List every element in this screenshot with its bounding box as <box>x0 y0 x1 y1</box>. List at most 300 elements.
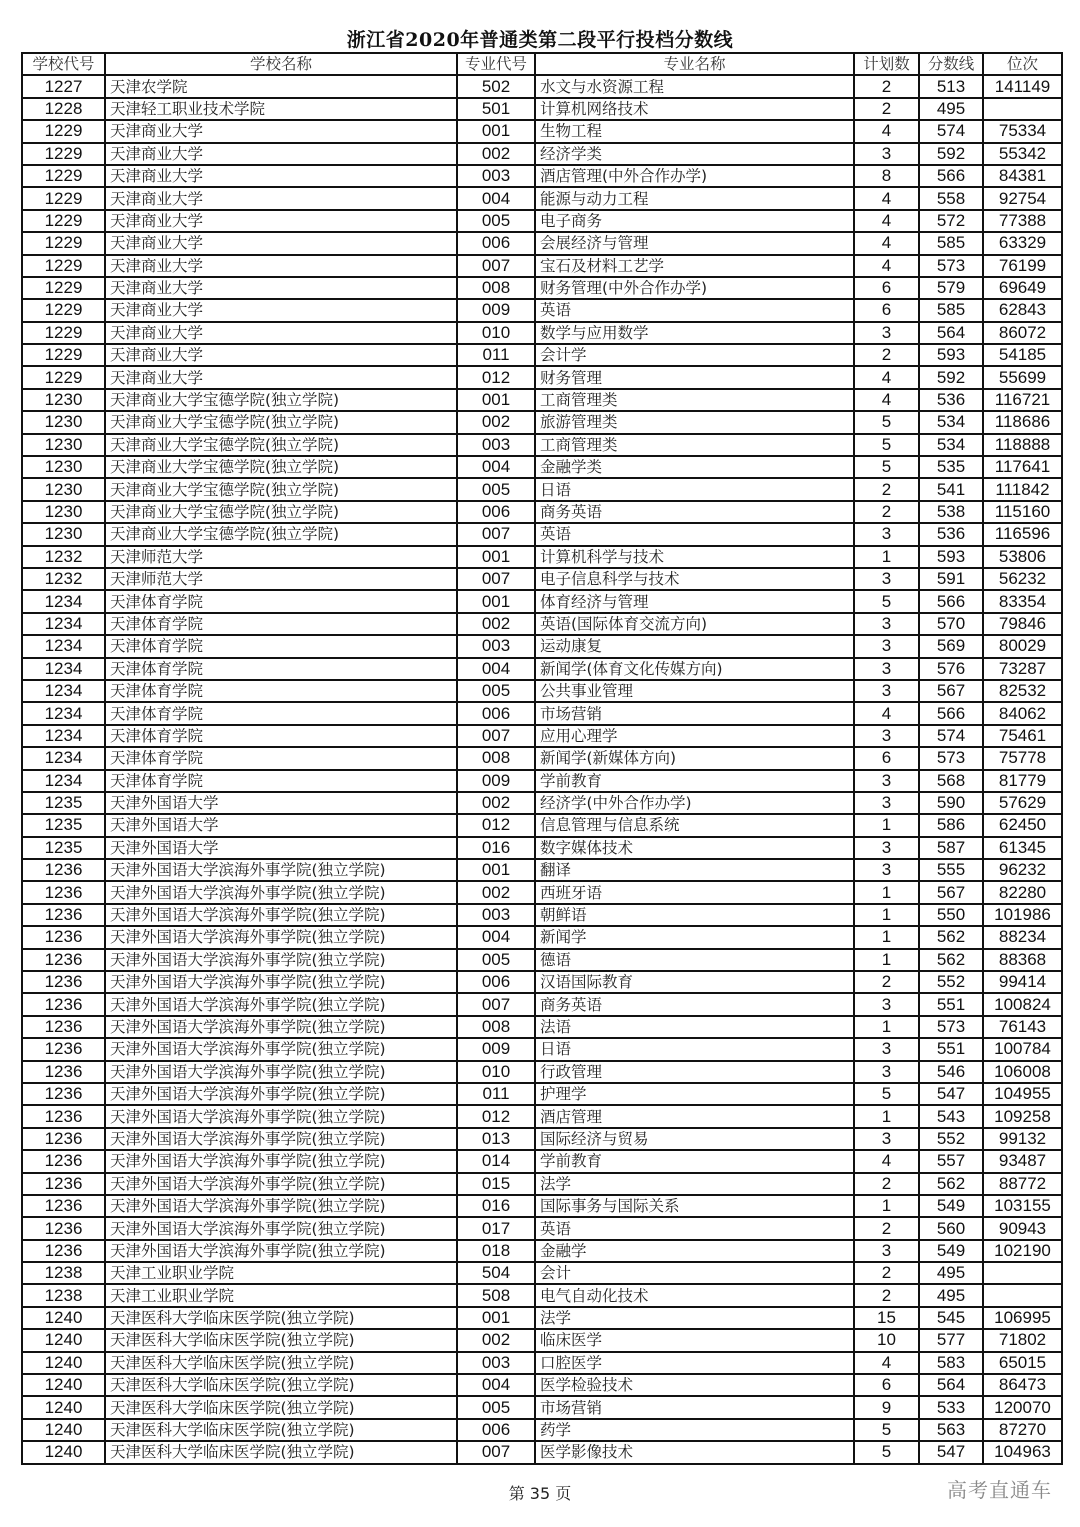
cell-school-name: 天津体育学院 <box>105 613 457 635</box>
cell-score-line: 573 <box>919 1016 983 1038</box>
table-row <box>22 232 1062 254</box>
cell-school-code: 1236 <box>22 1217 105 1239</box>
cell-major-code: 002 <box>457 792 535 814</box>
cell-score-line: 550 <box>919 904 983 926</box>
cell-school-code: 1229 <box>22 165 105 187</box>
table-row <box>22 1150 1062 1172</box>
cell-score-line: 552 <box>919 971 983 993</box>
cell-major-name: 市场营销 <box>535 702 854 724</box>
cell-rank: 115160 <box>983 501 1062 523</box>
cell-major-name: 生物工程 <box>535 120 854 142</box>
cell-plan-count: 4 <box>854 702 919 724</box>
cell-plan-count: 3 <box>854 568 919 590</box>
cell-score-line: 583 <box>919 1352 983 1374</box>
cell-major-code: 004 <box>457 658 535 680</box>
cell-rank: 82532 <box>983 680 1062 702</box>
cell-major-code: 008 <box>457 1016 535 1038</box>
cell-plan-count: 2 <box>854 75 919 97</box>
cell-rank: 84062 <box>983 702 1062 724</box>
cell-score-line: 572 <box>919 210 983 232</box>
cell-major-code: 007 <box>457 255 535 277</box>
table-row <box>22 926 1062 948</box>
cell-rank: 79846 <box>983 613 1062 635</box>
cell-school-name: 天津商业大学 <box>105 187 457 209</box>
cell-school-code: 1234 <box>22 590 105 612</box>
cell-rank: 75778 <box>983 747 1062 769</box>
cell-plan-count: 2 <box>854 971 919 993</box>
cell-major-code: 011 <box>457 1083 535 1105</box>
cell-plan-count: 1 <box>854 814 919 836</box>
cell-school-name: 天津商业大学宝德学院(独立学院) <box>105 389 457 411</box>
cell-major-code: 015 <box>457 1173 535 1195</box>
cell-rank: 75461 <box>983 725 1062 747</box>
cell-plan-count: 3 <box>854 859 919 881</box>
cell-plan-count: 3 <box>854 993 919 1015</box>
cell-school-code: 1238 <box>22 1262 105 1284</box>
cell-plan-count: 4 <box>854 1352 919 1374</box>
cell-school-code: 1235 <box>22 837 105 859</box>
cell-school-name: 天津医科大学临床医学院(独立学院) <box>105 1419 457 1441</box>
cell-school-name: 天津体育学院 <box>105 658 457 680</box>
cell-rank: 87270 <box>983 1419 1062 1441</box>
table-row <box>22 949 1062 971</box>
cell-plan-count: 9 <box>854 1396 919 1418</box>
cell-school-name: 天津商业大学宝德学院(独立学院) <box>105 434 457 456</box>
cell-rank: 83354 <box>983 590 1062 612</box>
cell-plan-count: 3 <box>854 1128 919 1150</box>
cell-score-line: 558 <box>919 187 983 209</box>
cell-rank: 88772 <box>983 1173 1062 1195</box>
table-row <box>22 98 1062 120</box>
table-row <box>22 344 1062 366</box>
cell-score-line: 585 <box>919 232 983 254</box>
cell-school-name: 天津外国语大学滨海外事学院(独立学院) <box>105 971 457 993</box>
cell-rank: 53806 <box>983 546 1062 568</box>
cell-major-name: 酒店管理(中外合作办学) <box>535 165 854 187</box>
cell-major-name: 日语 <box>535 1038 854 1060</box>
cell-school-name: 天津商业大学 <box>105 344 457 366</box>
cell-school-code: 1235 <box>22 814 105 836</box>
cell-major-name: 新闻学(新媒体方向) <box>535 747 854 769</box>
cell-school-code: 1229 <box>22 277 105 299</box>
cell-major-name: 会计学 <box>535 344 854 366</box>
cell-major-name: 能源与动力工程 <box>535 187 854 209</box>
cell-school-name: 天津外国语大学滨海外事学院(独立学院) <box>105 949 457 971</box>
cell-major-code: 006 <box>457 501 535 523</box>
cell-major-code: 005 <box>457 949 535 971</box>
cell-school-code: 1230 <box>22 389 105 411</box>
cell-school-name: 天津农学院 <box>105 75 457 97</box>
cell-school-name: 天津体育学院 <box>105 747 457 769</box>
cell-rank: 104955 <box>983 1083 1062 1105</box>
table-row <box>22 210 1062 232</box>
cell-school-name: 天津商业大学 <box>105 366 457 388</box>
cell-rank: 90943 <box>983 1217 1062 1239</box>
cell-school-name: 天津体育学院 <box>105 725 457 747</box>
table-row <box>22 1083 1062 1105</box>
cell-school-code: 1229 <box>22 322 105 344</box>
cell-rank: 102190 <box>983 1240 1062 1262</box>
cell-plan-count: 1 <box>854 546 919 568</box>
cell-plan-count: 3 <box>854 613 919 635</box>
table-row <box>22 792 1062 814</box>
cell-rank: 76143 <box>983 1016 1062 1038</box>
table-row <box>22 165 1062 187</box>
table-row <box>22 434 1062 456</box>
cell-school-name: 天津外国语大学滨海外事学院(独立学院) <box>105 1105 457 1127</box>
table-row <box>22 1038 1062 1060</box>
table-row <box>22 993 1062 1015</box>
cell-school-code: 1230 <box>22 411 105 433</box>
cell-major-name: 新闻学 <box>535 926 854 948</box>
cell-school-name: 天津外国语大学 <box>105 792 457 814</box>
cell-school-name: 天津医科大学临床医学院(独立学院) <box>105 1396 457 1418</box>
cell-major-code: 508 <box>457 1284 535 1306</box>
cell-score-line: 555 <box>919 859 983 881</box>
cell-score-line: 495 <box>919 98 983 120</box>
cell-school-code: 1236 <box>22 1061 105 1083</box>
cell-major-name: 酒店管理 <box>535 1105 854 1127</box>
cell-plan-count: 4 <box>854 232 919 254</box>
cell-major-name: 金融学 <box>535 1240 854 1262</box>
cell-school-code: 1236 <box>22 859 105 881</box>
table-row <box>22 120 1062 142</box>
table-row <box>22 366 1062 388</box>
cell-rank: 73287 <box>983 658 1062 680</box>
cell-score-line: 513 <box>919 75 983 97</box>
cell-plan-count: 5 <box>854 590 919 612</box>
cell-score-line: 495 <box>919 1284 983 1306</box>
cell-score-line: 541 <box>919 478 983 500</box>
cell-school-name: 天津商业大学宝德学院(独立学院) <box>105 478 457 500</box>
cell-score-line: 567 <box>919 881 983 903</box>
cell-school-code: 1236 <box>22 1173 105 1195</box>
cell-major-name: 电气自动化技术 <box>535 1284 854 1306</box>
header-school-code: 学校代号 <box>22 53 105 75</box>
cell-major-code: 005 <box>457 210 535 232</box>
cell-school-name: 天津外国语大学滨海外事学院(独立学院) <box>105 993 457 1015</box>
cell-major-code: 006 <box>457 971 535 993</box>
table-row <box>22 747 1062 769</box>
cell-major-code: 018 <box>457 1240 535 1262</box>
cell-school-code: 1236 <box>22 1016 105 1038</box>
cell-plan-count: 1 <box>854 1195 919 1217</box>
cell-major-code: 002 <box>457 1329 535 1351</box>
cell-school-name: 天津外国语大学滨海外事学院(独立学院) <box>105 1150 457 1172</box>
table-row <box>22 523 1062 545</box>
cell-score-line: 543 <box>919 1105 983 1127</box>
cell-plan-count: 4 <box>854 210 919 232</box>
cell-plan-count: 4 <box>854 255 919 277</box>
table-row <box>22 75 1062 97</box>
cell-major-code: 005 <box>457 478 535 500</box>
cell-major-name: 汉语国际教育 <box>535 971 854 993</box>
cell-plan-count: 2 <box>854 1284 919 1306</box>
cell-rank: 103155 <box>983 1195 1062 1217</box>
table-row <box>22 859 1062 881</box>
cell-major-code: 006 <box>457 232 535 254</box>
cell-score-line: 549 <box>919 1195 983 1217</box>
cell-plan-count: 6 <box>854 277 919 299</box>
cell-school-code: 1236 <box>22 971 105 993</box>
cell-plan-count: 1 <box>854 926 919 948</box>
cell-rank: 80029 <box>983 635 1062 657</box>
cell-score-line: 564 <box>919 322 983 344</box>
cell-score-line: 534 <box>919 411 983 433</box>
cell-major-code: 012 <box>457 366 535 388</box>
cell-score-line: 534 <box>919 434 983 456</box>
cell-school-name: 天津体育学院 <box>105 770 457 792</box>
cell-school-name: 天津商业大学 <box>105 143 457 165</box>
cell-score-line: 547 <box>919 1083 983 1105</box>
cell-school-name: 天津医科大学临床医学院(独立学院) <box>105 1307 457 1329</box>
cell-major-name: 德语 <box>535 949 854 971</box>
cell-major-name: 运动康复 <box>535 635 854 657</box>
cell-major-name: 临床医学 <box>535 1329 854 1351</box>
cell-major-code: 008 <box>457 277 535 299</box>
cell-school-code: 1234 <box>22 658 105 680</box>
cell-plan-count: 5 <box>854 411 919 433</box>
cell-school-name: 天津商业大学 <box>105 299 457 321</box>
table-row <box>22 1419 1062 1441</box>
cell-school-name: 天津外国语大学滨海外事学院(独立学院) <box>105 904 457 926</box>
cell-score-line: 570 <box>919 613 983 635</box>
cell-school-name: 天津医科大学临床医学院(独立学院) <box>105 1329 457 1351</box>
table-row <box>22 814 1062 836</box>
cell-school-name: 天津外国语大学滨海外事学院(独立学院) <box>105 1217 457 1239</box>
cell-major-name: 体育经济与管理 <box>535 590 854 612</box>
cell-rank: 63329 <box>983 232 1062 254</box>
table-row <box>22 187 1062 209</box>
cell-score-line: 538 <box>919 501 983 523</box>
cell-rank: 86072 <box>983 322 1062 344</box>
cell-rank: 56232 <box>983 568 1062 590</box>
header-score-line: 分数线 <box>919 53 983 75</box>
cell-score-line: 573 <box>919 747 983 769</box>
cell-plan-count: 1 <box>854 1105 919 1127</box>
cell-major-name: 数字媒体技术 <box>535 837 854 859</box>
cell-major-name: 水文与水资源工程 <box>535 75 854 97</box>
table-row <box>22 478 1062 500</box>
cell-plan-count: 4 <box>854 120 919 142</box>
cell-major-name: 翻译 <box>535 859 854 881</box>
cell-rank: 61345 <box>983 837 1062 859</box>
cell-major-code: 502 <box>457 75 535 97</box>
cell-school-code: 1229 <box>22 344 105 366</box>
cell-plan-count: 3 <box>854 143 919 165</box>
cell-major-code: 004 <box>457 456 535 478</box>
cell-rank: 116596 <box>983 523 1062 545</box>
cell-major-code: 001 <box>457 859 535 881</box>
cell-plan-count: 5 <box>854 434 919 456</box>
cell-major-code: 007 <box>457 568 535 590</box>
cell-major-code: 003 <box>457 1352 535 1374</box>
cell-major-name: 学前教育 <box>535 770 854 792</box>
cell-school-name: 天津外国语大学滨海外事学院(独立学院) <box>105 1195 457 1217</box>
cell-school-name: 天津外国语大学滨海外事学院(独立学院) <box>105 1240 457 1262</box>
cell-major-code: 006 <box>457 1419 535 1441</box>
cell-school-code: 1236 <box>22 1128 105 1150</box>
cell-rank: 76199 <box>983 255 1062 277</box>
cell-score-line: 564 <box>919 1374 983 1396</box>
table-row <box>22 1352 1062 1374</box>
cell-school-name: 天津商业大学宝德学院(独立学院) <box>105 501 457 523</box>
table-row <box>22 837 1062 859</box>
cell-school-code: 1229 <box>22 232 105 254</box>
cell-major-name: 应用心理学 <box>535 725 854 747</box>
cell-school-code: 1227 <box>22 75 105 97</box>
cell-rank: 104963 <box>983 1441 1062 1463</box>
cell-score-line: 562 <box>919 949 983 971</box>
cell-major-name: 法学 <box>535 1307 854 1329</box>
cell-school-code: 1236 <box>22 1038 105 1060</box>
cell-rank: 88234 <box>983 926 1062 948</box>
table-row <box>22 1195 1062 1217</box>
cell-major-name: 口腔医学 <box>535 1352 854 1374</box>
cell-major-code: 005 <box>457 680 535 702</box>
cell-score-line: 592 <box>919 143 983 165</box>
score-table <box>21 52 1063 1465</box>
cell-plan-count: 2 <box>854 1173 919 1195</box>
cell-score-line: 536 <box>919 523 983 545</box>
cell-school-name: 天津商业大学 <box>105 255 457 277</box>
cell-school-name: 天津医科大学临床医学院(独立学院) <box>105 1441 457 1463</box>
cell-rank: 62450 <box>983 814 1062 836</box>
cell-school-name: 天津体育学院 <box>105 590 457 612</box>
cell-rank <box>983 1284 1062 1306</box>
cell-rank: 86473 <box>983 1374 1062 1396</box>
cell-score-line: 546 <box>919 1061 983 1083</box>
cell-plan-count: 3 <box>854 725 919 747</box>
cell-school-name: 天津体育学院 <box>105 702 457 724</box>
cell-rank: 82280 <box>983 881 1062 903</box>
cell-plan-count: 1 <box>854 1016 919 1038</box>
cell-major-name: 财务管理 <box>535 366 854 388</box>
cell-school-code: 1232 <box>22 546 105 568</box>
cell-plan-count: 10 <box>854 1329 919 1351</box>
table-row <box>22 1307 1062 1329</box>
cell-school-code: 1238 <box>22 1284 105 1306</box>
cell-plan-count: 3 <box>854 1038 919 1060</box>
cell-school-name: 天津外国语大学滨海外事学院(独立学院) <box>105 1038 457 1060</box>
cell-rank: 57629 <box>983 792 1062 814</box>
cell-school-name: 天津医科大学临床医学院(独立学院) <box>105 1374 457 1396</box>
cell-major-code: 009 <box>457 299 535 321</box>
table-header-row <box>22 53 1062 75</box>
cell-school-code: 1240 <box>22 1352 105 1374</box>
cell-major-name: 工商管理类 <box>535 434 854 456</box>
cell-major-code: 007 <box>457 993 535 1015</box>
cell-major-code: 004 <box>457 1374 535 1396</box>
table-row <box>22 411 1062 433</box>
cell-plan-count: 2 <box>854 344 919 366</box>
cell-major-code: 010 <box>457 1061 535 1083</box>
cell-rank: 55342 <box>983 143 1062 165</box>
cell-rank: 77388 <box>983 210 1062 232</box>
cell-major-name: 学前教育 <box>535 1150 854 1172</box>
cell-score-line: 560 <box>919 1217 983 1239</box>
cell-major-code: 009 <box>457 1038 535 1060</box>
cell-score-line: 573 <box>919 255 983 277</box>
cell-rank: 100824 <box>983 993 1062 1015</box>
cell-major-name: 经济学(中外合作办学) <box>535 792 854 814</box>
cell-major-code: 001 <box>457 590 535 612</box>
cell-major-name: 护理学 <box>535 1083 854 1105</box>
page-number: 第 35 页 <box>508 1484 572 1503</box>
cell-major-name: 计算机网络技术 <box>535 98 854 120</box>
cell-score-line: 567 <box>919 680 983 702</box>
cell-major-code: 006 <box>457 702 535 724</box>
cell-plan-count: 5 <box>854 1441 919 1463</box>
header-major-code: 专业代号 <box>457 53 535 75</box>
cell-major-code: 010 <box>457 322 535 344</box>
cell-rank: 93487 <box>983 1150 1062 1172</box>
table-row <box>22 389 1062 411</box>
cell-score-line: 551 <box>919 993 983 1015</box>
cell-major-code: 002 <box>457 881 535 903</box>
cell-major-code: 003 <box>457 904 535 926</box>
cell-score-line: 593 <box>919 546 983 568</box>
cell-score-line: 549 <box>919 1240 983 1262</box>
cell-major-code: 001 <box>457 546 535 568</box>
cell-score-line: 593 <box>919 344 983 366</box>
table-row <box>22 702 1062 724</box>
table-row <box>22 546 1062 568</box>
cell-rank: 84381 <box>983 165 1062 187</box>
cell-plan-count: 3 <box>854 770 919 792</box>
page-title: 浙江省2020年普通类第二段平行投档分数线 <box>346 29 734 51</box>
cell-plan-count: 4 <box>854 389 919 411</box>
cell-school-name: 天津商业大学 <box>105 165 457 187</box>
cell-rank: 75334 <box>983 120 1062 142</box>
cell-plan-count: 4 <box>854 366 919 388</box>
cell-school-name: 天津轻工职业技术学院 <box>105 98 457 120</box>
table-row <box>22 658 1062 680</box>
cell-major-code: 007 <box>457 1441 535 1463</box>
cell-school-code: 1236 <box>22 1105 105 1127</box>
cell-school-code: 1236 <box>22 881 105 903</box>
table-row <box>22 277 1062 299</box>
cell-school-code: 1234 <box>22 635 105 657</box>
header-school-name: 学校名称 <box>105 53 457 75</box>
cell-plan-count: 3 <box>854 680 919 702</box>
cell-major-name: 西班牙语 <box>535 881 854 903</box>
cell-plan-count: 5 <box>854 1083 919 1105</box>
cell-school-code: 1236 <box>22 949 105 971</box>
watermark: 高考直通车 <box>947 1478 1052 1502</box>
table-row <box>22 1105 1062 1127</box>
cell-school-code: 1236 <box>22 1083 105 1105</box>
table-row <box>22 299 1062 321</box>
cell-score-line: 563 <box>919 1419 983 1441</box>
cell-school-name: 天津外国语大学 <box>105 837 457 859</box>
cell-rank: 106008 <box>983 1061 1062 1083</box>
table-row <box>22 501 1062 523</box>
cell-rank: 141149 <box>983 75 1062 97</box>
cell-plan-count: 8 <box>854 165 919 187</box>
cell-school-name: 天津商业大学宝德学院(独立学院) <box>105 456 457 478</box>
cell-major-code: 003 <box>457 635 535 657</box>
cell-school-name: 天津商业大学 <box>105 277 457 299</box>
cell-major-name: 法学 <box>535 1173 854 1195</box>
table-row <box>22 1240 1062 1262</box>
cell-rank <box>983 1262 1062 1284</box>
cell-school-code: 1230 <box>22 456 105 478</box>
cell-rank: 118888 <box>983 434 1062 456</box>
cell-major-name: 朝鲜语 <box>535 904 854 926</box>
cell-score-line: 574 <box>919 725 983 747</box>
cell-school-name: 天津商业大学 <box>105 322 457 344</box>
